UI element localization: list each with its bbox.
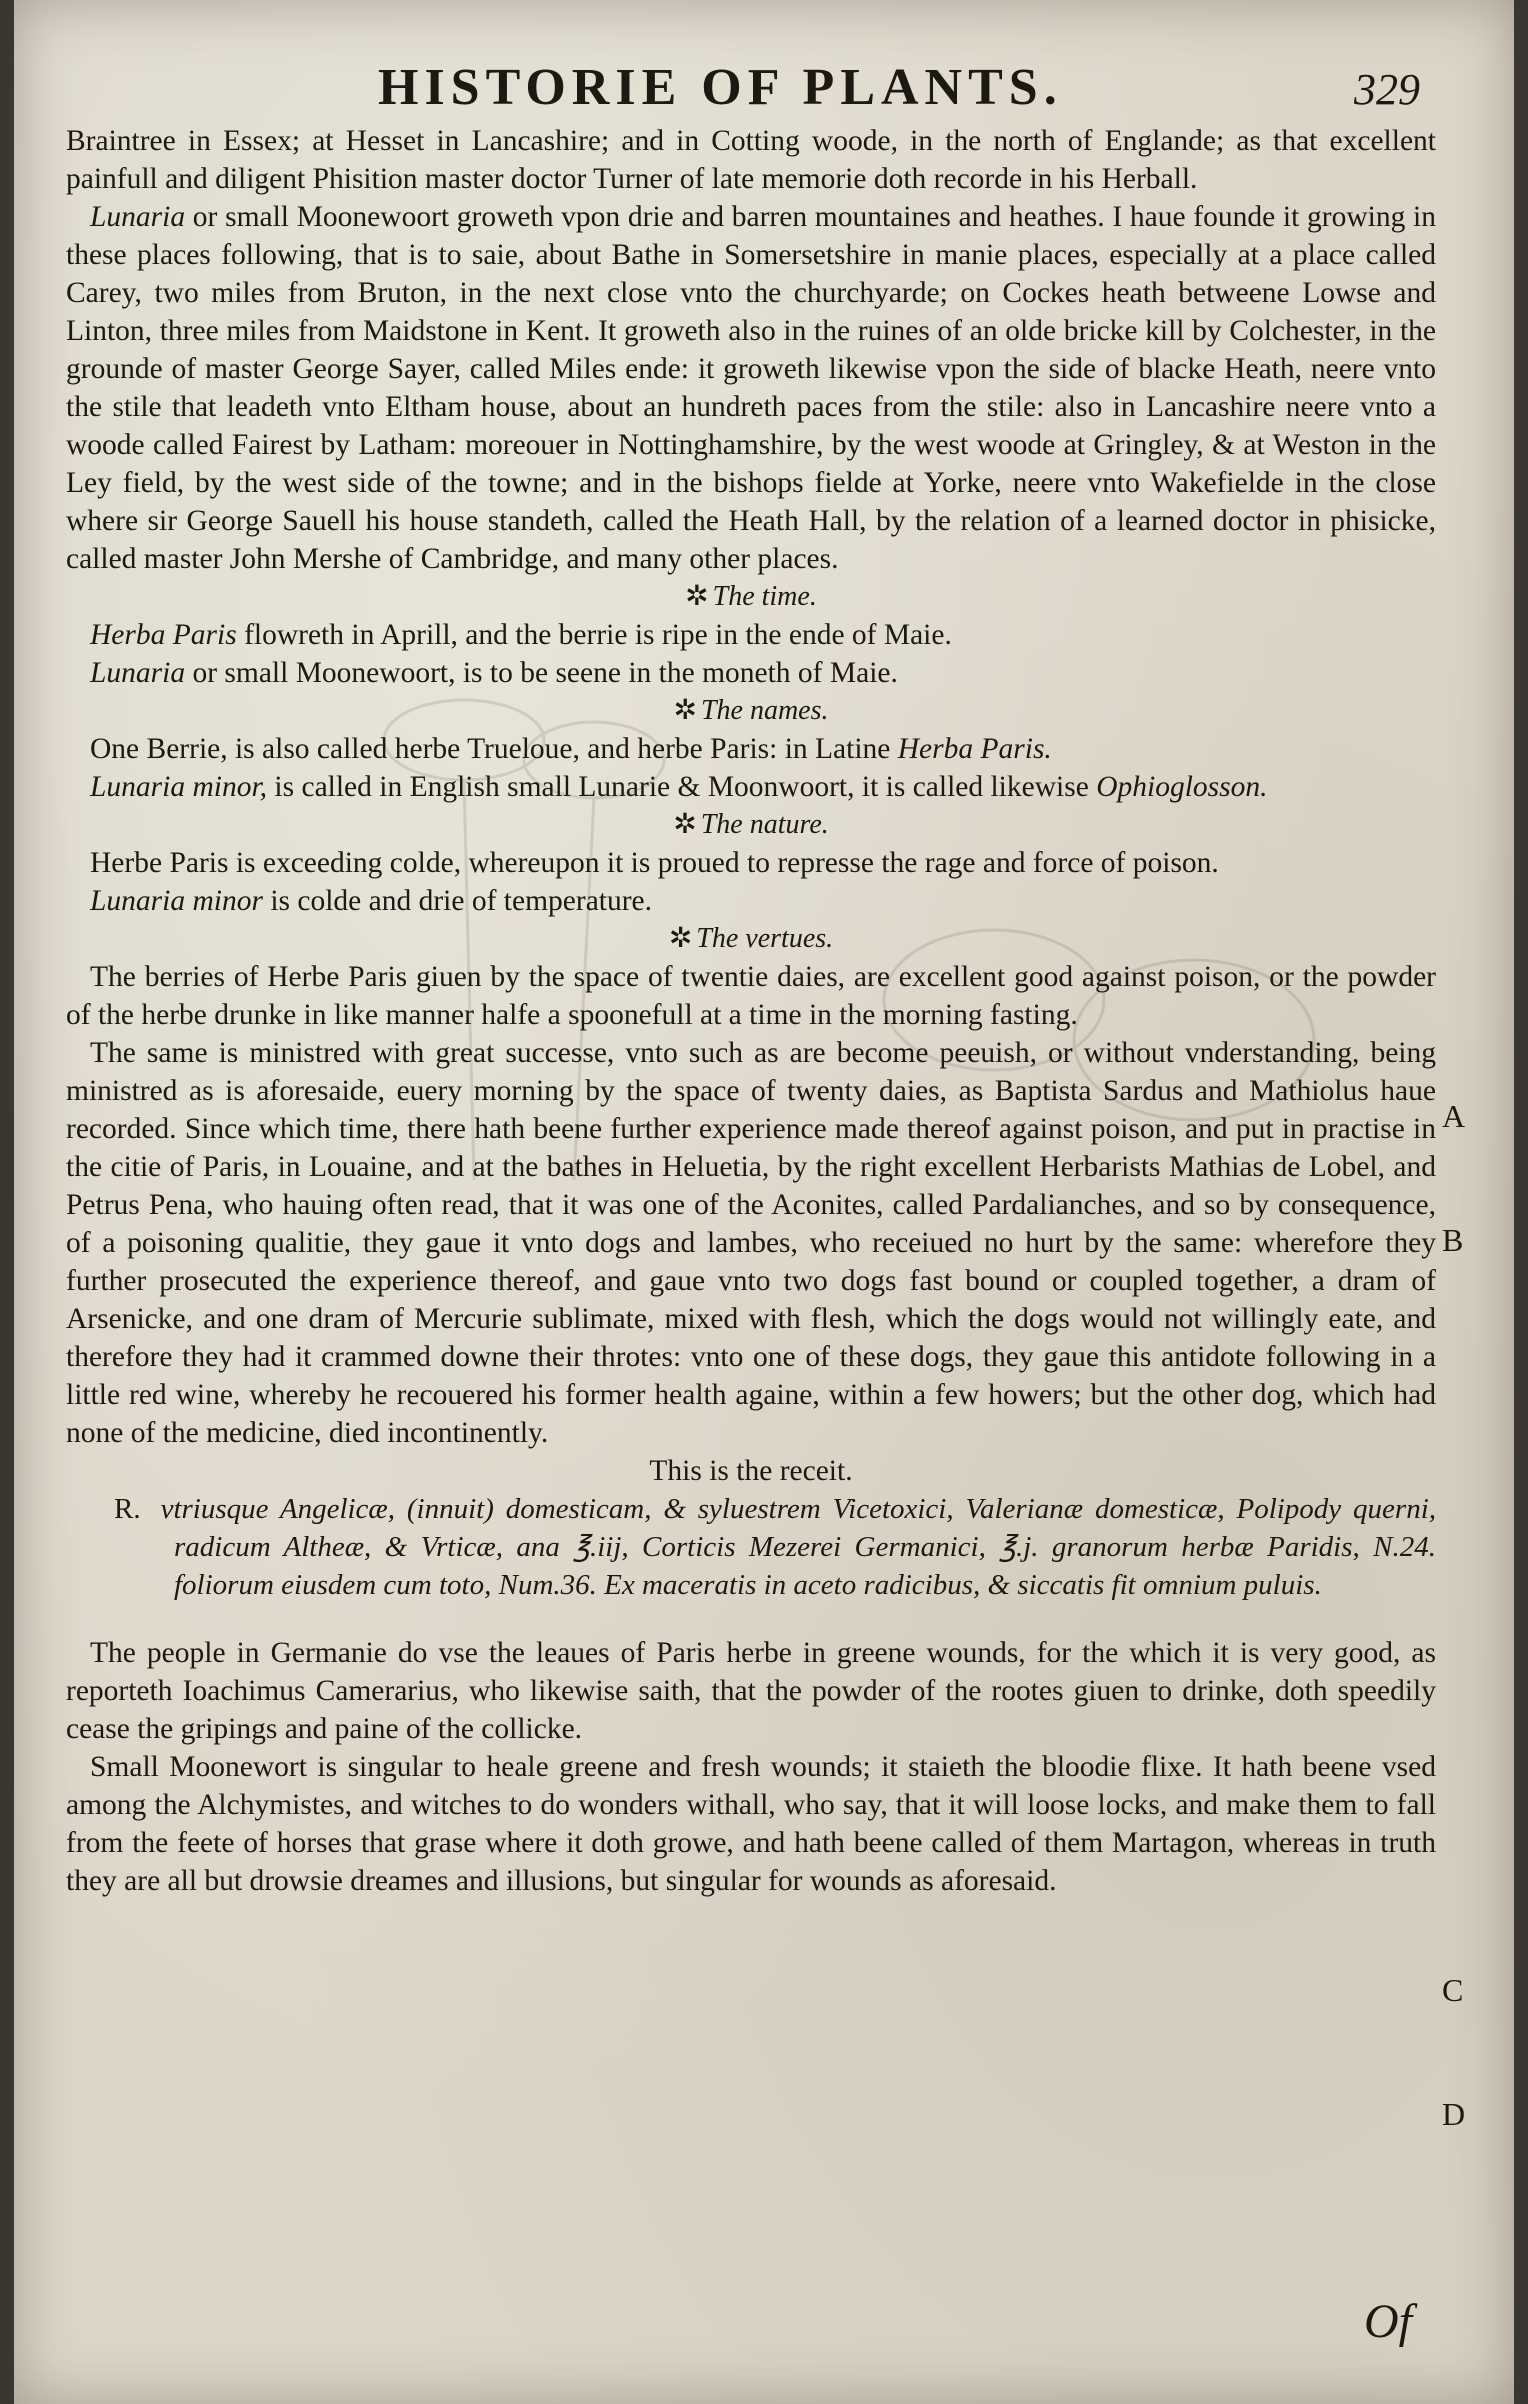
page-number: 329 — [1354, 65, 1420, 114]
vertue-B: The same is ministred with great successe, vnto such as are become peeuish, or without vnderstanding, being ministred as is aforesaide, euery morning by the space of twenty daies, as Baptista Sardus and Mathiolus haue recorded. Since which time, there hath beene further experience made thereof against poison, and put in practise in the citie of Paris, in Louaine, and at the bathes in Heluetia, by the right excellent Herbarists Mathias de Lobel, and Petrus Pena, who hauing often read, that it was one of the Aconites, called Pardalianches, and so by consequence, of a poisoning qualitie, they gaue it vnto dogs and lambes, who receiued no hurt by the same: wherefore they further prosecuted the experience thereof, and gaue vnto two dogs fast bound or coupled together, a dram of Arsenicke, and one dram of Mercurie sublimate, mixed with flesh, which the dogs would not willingly eate, and therefore they had it crammed downe their throtes: vnto one of these dogs, they gaue this antidote following in a little red wine, whereby he recouered his former health againe, within a few howers; but the other dog, which had none of the medicine, died incontinently. — [66, 1037, 1436, 1449]
book-page — [14, 0, 1514, 2404]
names-line-2: Lunaria minor, is called in English small Lunarie & Moonwoort, it is called likewise Ophioglosson. — [90, 771, 1268, 803]
vertue-D: Small Moonewort is singular to heale greene and fresh wounds; it staieth the bloodie flixe. It hath beene vsed among the Alchymistes, and witches to do wonders withall, who say, that it will loose locks, and make them to fall from the feete of horses that grase where it doth growe, and hath beene called of them Martagon, whereas in truth they are all but drowsie dreames and illusions, but singular for wounds as aforesaid. — [66, 1751, 1436, 1897]
nature-line-1: Herbe Paris is exceeding colde, whereupon it is proued to represse the rage and force of poison. — [90, 847, 1219, 879]
section-heading-names: ✲ The names. — [673, 695, 829, 726]
paragraph-text: or small Moonewoort groweth vpon drie and barren mountaines and heathes. I haue founde it growing in these places following, that is to saie, about Bathe in Somersetshire in manie places, especially at a place called Carey, two miles from Bruton, in the next close vnto the churchyarde; on Cockes heath betweene Lowse and Linton, three miles from Maidstone in Kent. It groweth also in the ruines of an olde bricke kill by Colchester, in the grounde of master George Sayer, called Miles ende: it groweth likewise vpon the side of blacke Heath, neere vnto the stile that leadeth vnto Eltham house, about an hundreth paces from the stile: also in Lancashire neere vnto a woode called Fairest by Latham: moreouer in Nottinghamshire, by the west woode at Gringley, & at Weston in the Ley field, by the west side of the towne; and in the bishops fielde at Yorke, neere vnto Wakefielde in the close where sir George Sauell his house standeth, called the Heath Hall, by the relation of a learned doctor in phisicke, called master John Mershe of Cambridge, and many other places. — [66, 201, 1436, 575]
receipt: R. vtriusque Angelicæ, (innuit) domesticam, & syluestrem Vicetoxici, Valerianæ domesticæ, Polipody querni, radicum Altheæ, & Vrticæ, ana ℥.iij, Corticis Mezerei Germanici, ℥.j. granorum herbæ Paridis, N.24. foliorum eiusdem cum toto, Num.36. Ex maceratis in aceto radicibus, & siccatis fit omnium puluis. — [114, 1493, 1436, 1601]
margin-letter-C: C — [1442, 1972, 1464, 2008]
vertue-A: The berries of Herbe Paris giuen by the space of twentie daies, are excellent good against poison, or the powder of the herbe drunke in like manner halfe a spoonefull at a time in the morning fasting. — [66, 961, 1436, 1031]
paragraph-continuation: Braintree in Essex; at Hesset in Lancashire; and in Cotting woode, in the north of Englande; as that excellent painfull and diligent Phisition master doctor Turner of late memorie doth recorde in his Herball. — [66, 125, 1436, 195]
asterisk-icon: ✲ — [668, 923, 693, 954]
section-heading-vertues: ✲ The vertues. — [668, 923, 834, 954]
section-heading-time: ✲ The time. — [685, 581, 817, 612]
margin-letter-D: D — [1442, 2096, 1466, 2132]
vertue-C: The people in Germanie do vse the leaues of Paris herbe in greene wounds, for the which it is very good, as reporteth Ioachimus Camerarius, who likewise saith, that the powder of the rootes giuen to drinke, doth speedily cease the gripings and paine of the collicke. — [66, 1637, 1436, 1745]
asterisk-icon: ✲ — [685, 581, 709, 612]
margin-letter-A: A — [1442, 1098, 1466, 1134]
italic-term: Lunaria — [90, 201, 186, 233]
recipe-symbol: R. — [114, 1493, 141, 1525]
time-line-2: Lunaria or small Moonewoort, is to be seene in the moneth of Maie. — [90, 657, 898, 689]
asterisk-icon: ✲ — [673, 809, 697, 840]
catchword: Of — [1364, 2295, 1412, 2348]
paragraph-place — [66, 198, 1436, 578]
receipt-title: This is the receit. — [649, 1455, 853, 1487]
margin-letter-B: B — [1442, 1222, 1464, 1258]
asterisk-icon: ✲ — [673, 695, 697, 726]
names-line-1: One Berrie, is also called herbe Trueloue, and herbe Paris: in Latine Herba Paris. — [90, 733, 1052, 765]
section-heading-nature: ✲ The nature. — [673, 809, 829, 840]
page-title: HISTORIE OF PLANTS. — [378, 59, 1063, 116]
body-text — [66, 122, 1436, 1900]
nature-line-2: Lunaria minor is colde and drie of temperature. — [90, 885, 653, 917]
running-header — [14, 58, 1514, 118]
time-line-1: Herba Paris flowreth in Aprill, and the berrie is ripe in the ende of Maie. — [90, 619, 952, 651]
